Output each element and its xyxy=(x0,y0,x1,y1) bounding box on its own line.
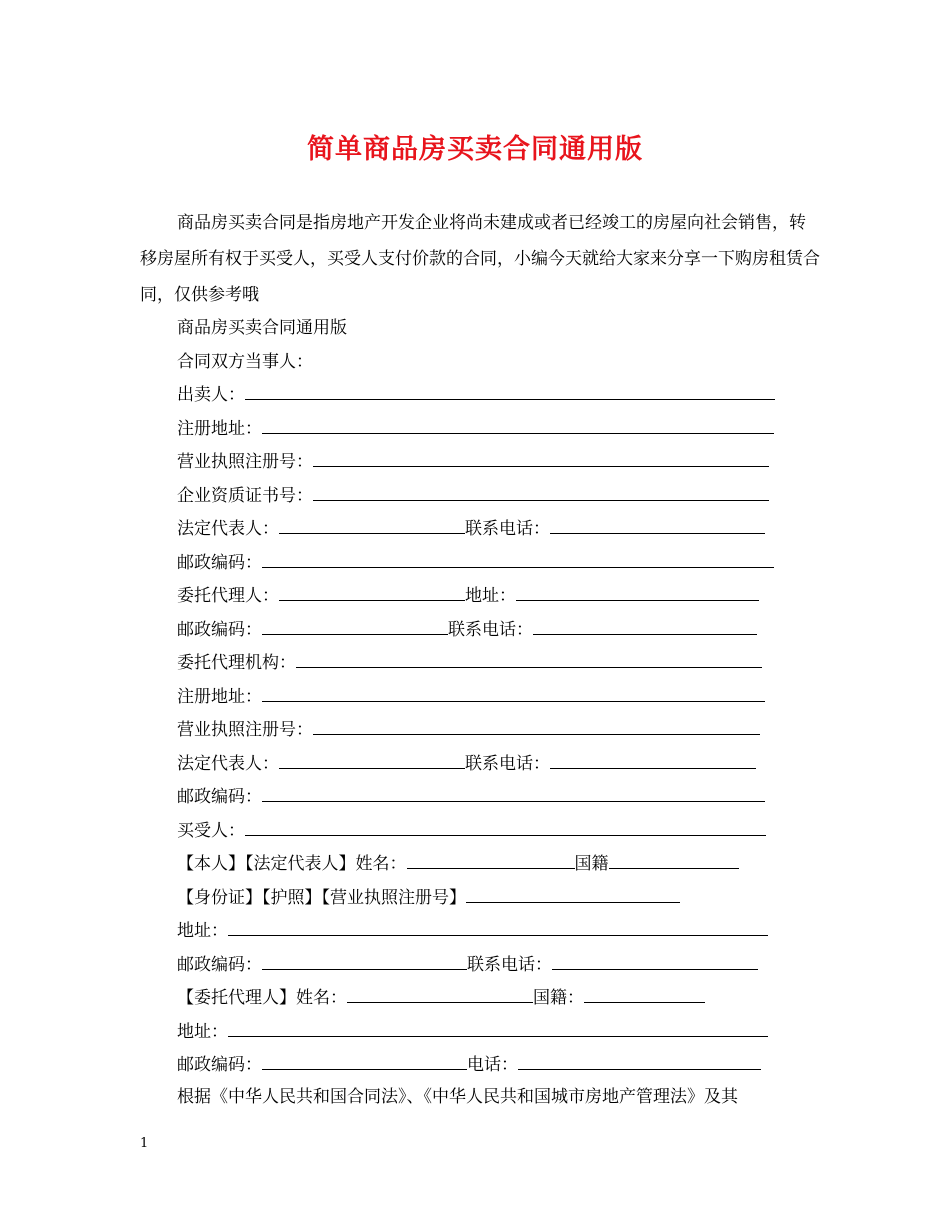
postcode4-label: 邮政编码： xyxy=(177,954,262,975)
legal-rep-label: 法定代表人： xyxy=(177,519,279,539)
seller-label: 出卖人： xyxy=(177,385,245,405)
postcode5-label: 邮政编码： xyxy=(177,1055,262,1075)
address-blank[interactable] xyxy=(228,921,768,936)
license2-blank[interactable] xyxy=(313,720,760,735)
phone3-blank[interactable] xyxy=(550,754,756,769)
address2-label: 地址： xyxy=(177,1021,228,1042)
agent-row xyxy=(177,580,797,614)
nationality-blank[interactable] xyxy=(609,854,739,869)
buyer-name-label: 【本人】【法定代表人】姓名： xyxy=(177,854,407,874)
address2-blank[interactable] xyxy=(228,1022,768,1037)
address-label: 地址： xyxy=(177,921,228,941)
buyer-label: 买受人： xyxy=(177,820,245,841)
id-doc-row xyxy=(177,882,797,916)
reg-address2-blank[interactable] xyxy=(262,687,765,702)
qualification-row xyxy=(177,480,797,514)
agent-address-blank[interactable] xyxy=(516,586,759,601)
phone2-blank[interactable] xyxy=(533,620,757,635)
intro-paragraph xyxy=(140,205,820,313)
agent-name-row xyxy=(177,982,797,1016)
phone4-blank[interactable] xyxy=(552,955,758,970)
license-blank[interactable] xyxy=(313,452,769,467)
page-number: 1 xyxy=(140,1136,149,1151)
phone2-label: 联系电话： xyxy=(448,619,533,640)
legal-rep2-blank[interactable] xyxy=(279,754,465,769)
agent-label: 委托代理人： xyxy=(177,586,279,606)
nationality-label: 国籍 xyxy=(574,854,609,874)
nationality2-blank[interactable] xyxy=(584,988,705,1003)
license2-row xyxy=(177,714,797,748)
license-label: 营业执照注册号： xyxy=(177,452,313,472)
id-doc-label: 【身份证】【护照】【营业执照注册号】 xyxy=(177,887,466,908)
legal-rep2-row xyxy=(177,748,797,782)
phone-label: 联系电话： xyxy=(465,519,550,539)
legal-rep2-label: 法定代表人： xyxy=(177,753,279,774)
buyer-name-row xyxy=(177,848,797,882)
phone4-label: 联系电话： xyxy=(467,954,552,975)
tel-blank[interactable] xyxy=(518,1055,761,1070)
postcode3-blank[interactable] xyxy=(262,787,765,802)
address-row xyxy=(177,915,797,949)
agency-blank[interactable] xyxy=(296,653,762,668)
id-doc-blank[interactable] xyxy=(466,888,680,903)
postcode2-blank[interactable] xyxy=(262,620,448,635)
legal-rep-row xyxy=(177,513,797,547)
reg-address-row xyxy=(177,413,797,447)
parties-label: 合同双方当事人： xyxy=(177,351,313,372)
parties-line xyxy=(177,346,797,380)
postcode4-blank[interactable] xyxy=(262,955,467,970)
agent-address-label: 地址： xyxy=(465,586,516,606)
reg-address2-row xyxy=(177,681,797,715)
license2-label: 营业执照注册号： xyxy=(177,720,313,740)
buyer-row xyxy=(177,815,797,849)
postcode2-label: 邮政编码： xyxy=(177,619,262,640)
buyer-blank[interactable] xyxy=(245,821,766,836)
agent-name-label: 【委托代理人】姓名： xyxy=(177,988,347,1008)
form-fields xyxy=(177,312,797,1083)
seller-row xyxy=(177,379,797,413)
postcode5-blank[interactable] xyxy=(262,1055,467,1070)
document-title: 简单商品房买卖合同通用版 xyxy=(307,134,643,165)
nationality2-label: 国籍： xyxy=(533,988,584,1008)
legal-rep-blank[interactable] xyxy=(279,519,465,534)
buyer-name-blank[interactable] xyxy=(407,854,575,869)
postcode5-row xyxy=(177,1049,797,1083)
postcode-blank[interactable] xyxy=(262,553,774,568)
postcode-row xyxy=(177,547,797,581)
intro-text: 商品房买卖合同是指房地产开发企业将尚未建成或者已经竣工的房屋向社会销售，转移房屋所有权于买受人，买受人支付价款的合同，小编今天就给大家来分享一下购房租赁合同，仅供参考哦 xyxy=(140,213,820,305)
qualification-label: 企业资质证书号： xyxy=(177,485,313,506)
license-row xyxy=(177,446,797,480)
postcode3-label: 邮政编码： xyxy=(177,787,262,807)
phone3-label: 联系电话： xyxy=(465,753,550,774)
seller-blank[interactable] xyxy=(245,385,775,400)
agency-label: 委托代理机构： xyxy=(177,653,296,673)
contract-heading: 商品房买卖合同通用版 xyxy=(177,318,347,338)
closing-line: 根据《中华人民共和国合同法》、《中华人民共和国城市房地产管理法》及其 xyxy=(177,1087,738,1107)
postcode-label: 邮政编码： xyxy=(177,552,262,573)
postcode3-row xyxy=(177,781,797,815)
qualification-blank[interactable] xyxy=(313,486,769,501)
postcode4-row xyxy=(177,949,797,983)
agent-blank[interactable] xyxy=(279,586,465,601)
phone-blank[interactable] xyxy=(550,519,765,534)
agent-name-blank[interactable] xyxy=(347,988,533,1003)
tel-label: 电话： xyxy=(467,1055,518,1075)
heading-line xyxy=(177,312,797,346)
reg-address-label: 注册地址： xyxy=(177,418,262,439)
address2-row xyxy=(177,1016,797,1050)
reg-address-blank[interactable] xyxy=(262,419,774,434)
postcode-phone-row xyxy=(177,614,797,648)
reg-address2-label: 注册地址： xyxy=(177,686,262,707)
agency-row xyxy=(177,647,797,681)
